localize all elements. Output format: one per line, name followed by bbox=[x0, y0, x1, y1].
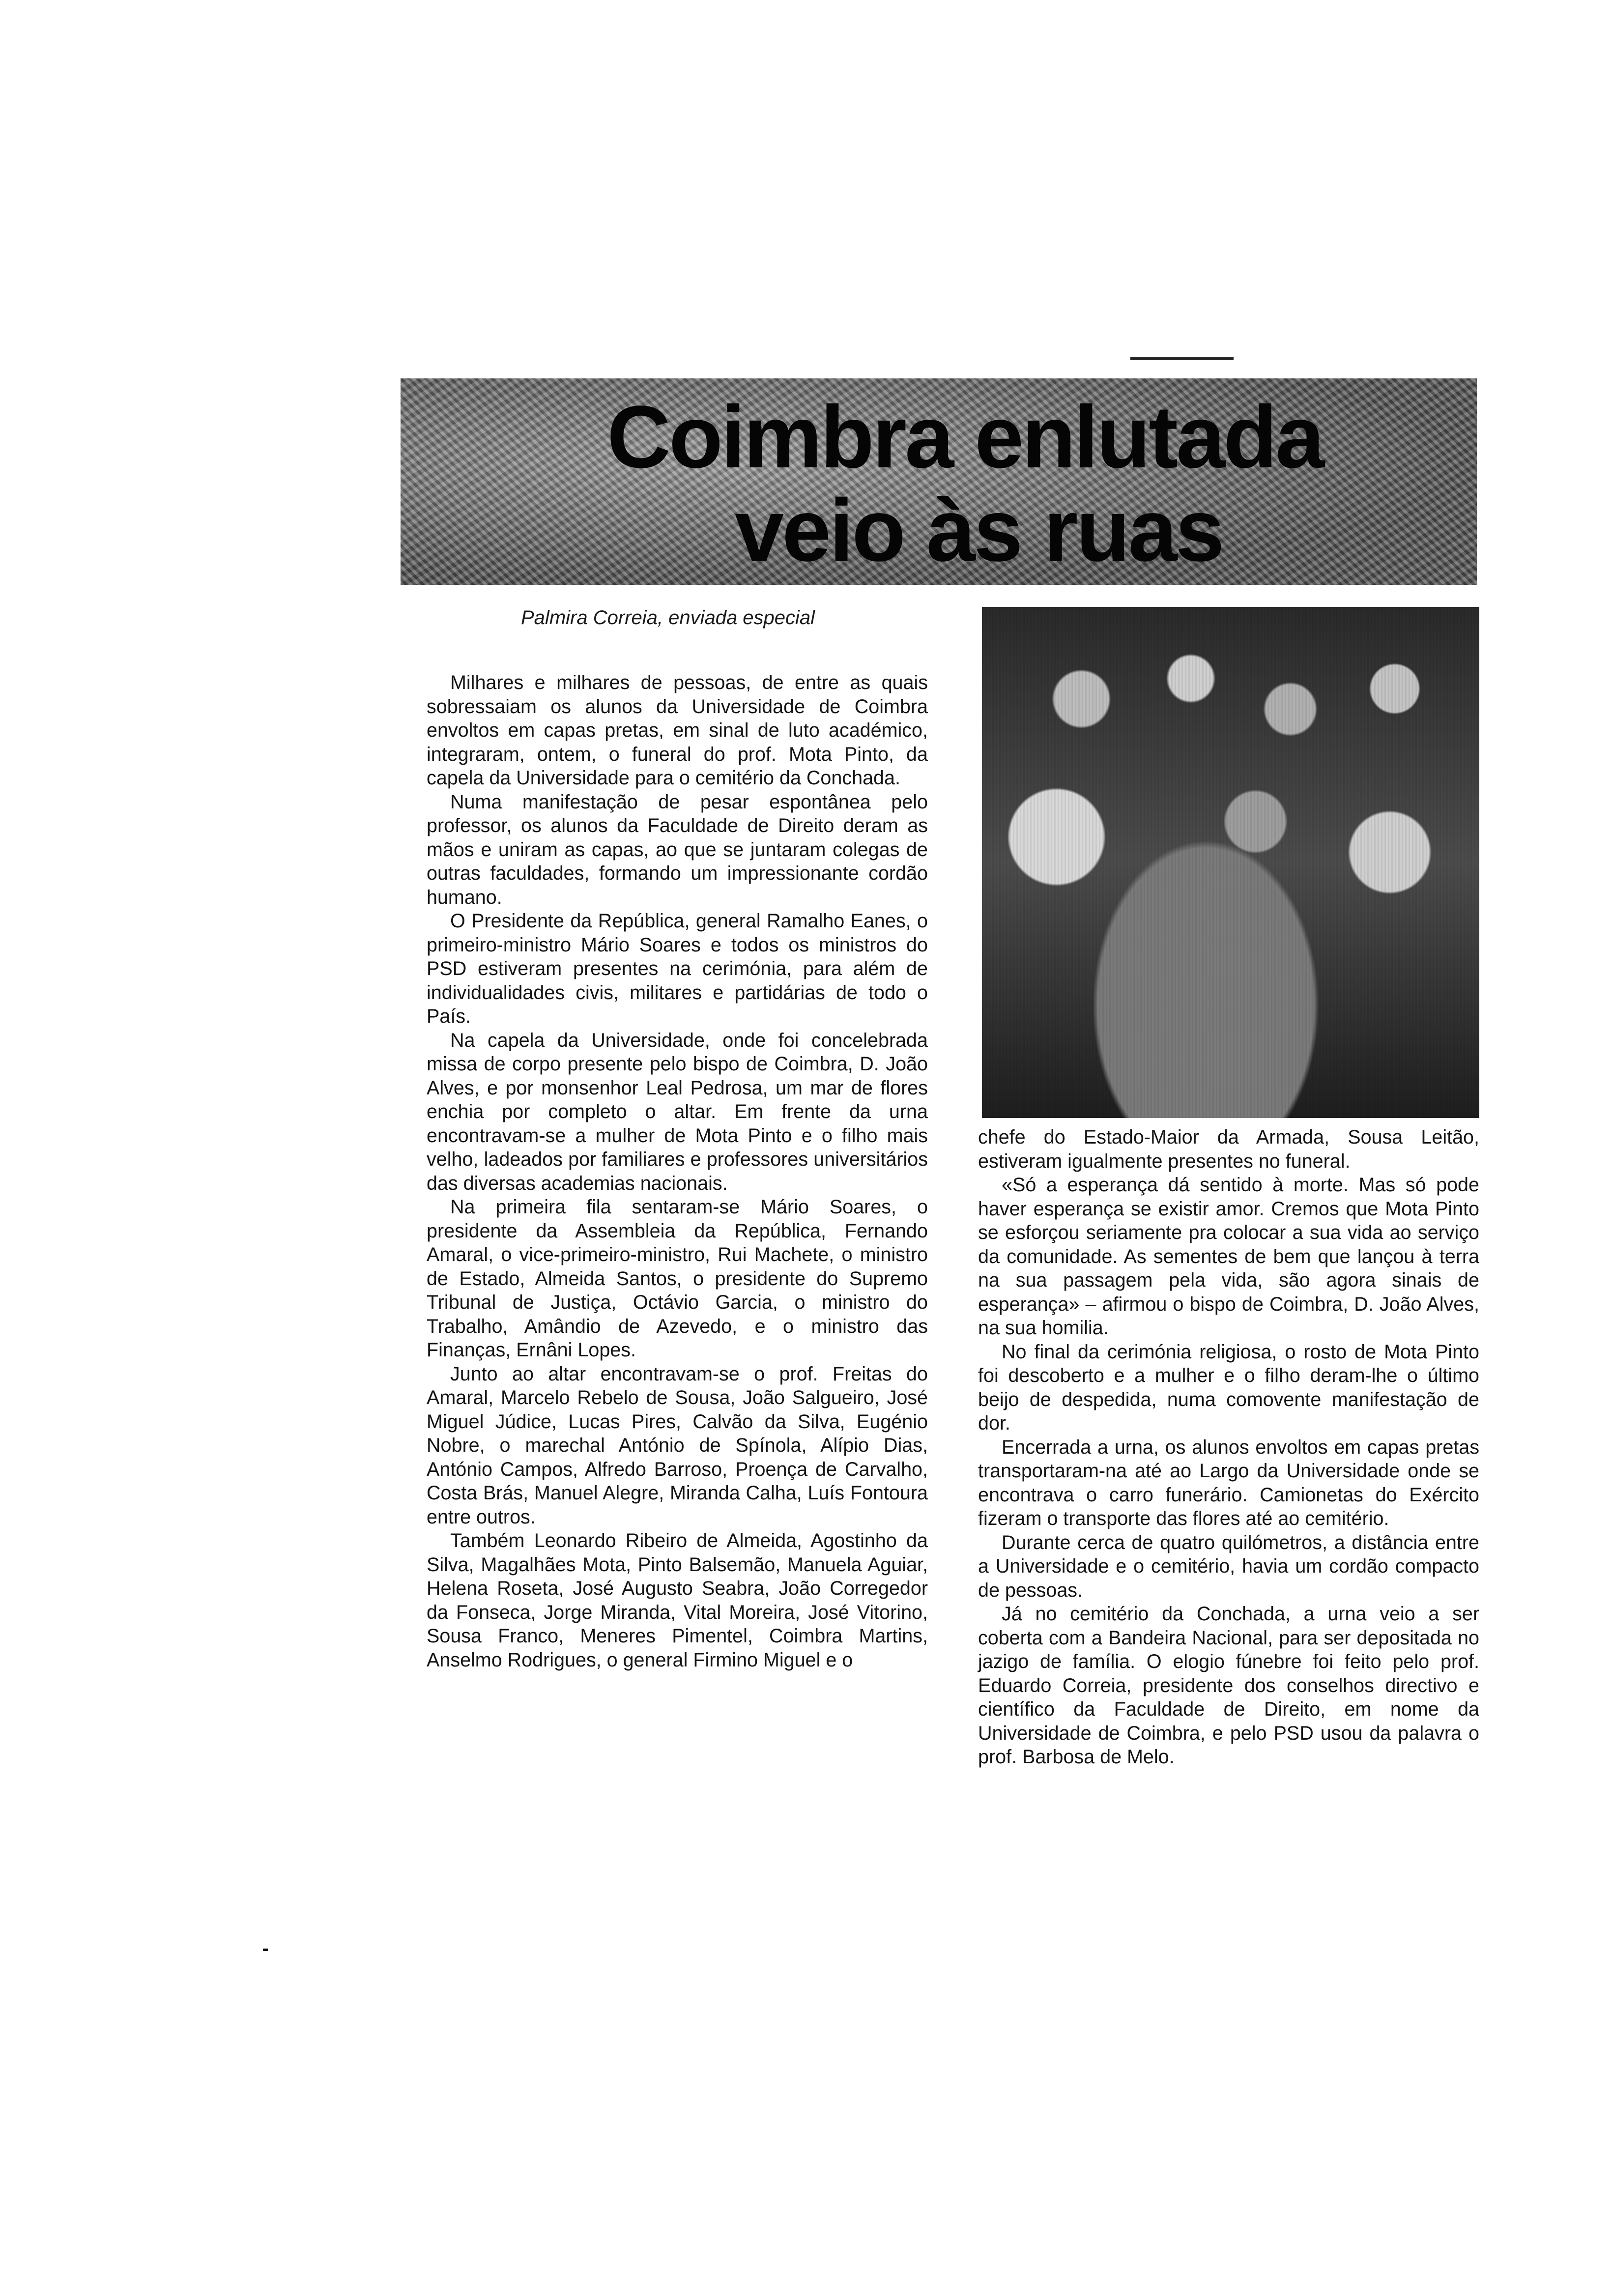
headline-line-2: veio às ruas bbox=[735, 481, 1223, 580]
scan-speck bbox=[263, 1949, 268, 1951]
paragraph: Junto ao altar encontravam-se o prof. Freitas do Amaral, Marcelo Rebelo de Sousa, João Salgueiro, José Miguel Júdice, Lucas Pires, Calvão da Silva, Eugénio Nobre, o marechal António de Spínola, Alípio Dias, António Campos, Alfredo Barroso, Proença de Carvalho, Costa Brás, Manuel Alegre, Miranda Calha, Luís Fontoura entre outros. bbox=[427, 1363, 928, 1528]
paragraph: Já no cemitério da Conchada, a urna veio a ser coberta com a Bandeira Nacional, para ser depositada no jazigo de família. O elogio fúnebre foi feito pelo prof. Eduardo Correia, presidente dos conselhos directivo e científico da Faculdade de Direito, em nome da Universidade de Coimbra, e pelo PSD usou da palavra o prof. Barbosa de Melo. bbox=[978, 1603, 1479, 1768]
crowd-photo bbox=[982, 607, 1479, 1118]
paragraph: Milhares e milhares de pessoas, de entre as quais sobressaiam os alunos da Universidade de Coimbra envoltos em capas pretas, em sinal de luto académico, integraram, ontem, o funeral do prof. Mota Pinto, da capela da Universidade para o cemitério da Conchada. bbox=[427, 672, 928, 789]
headline-line-1: Coimbra enlutada bbox=[607, 388, 1323, 487]
paragraph: Numa manifestação de pesar espontânea pelo professor, os alunos da Faculdade de Direito deram as mãos e uniram as capas, ao que se juntaram colegas de outras faculdades, formando um impressionante cordão humano. bbox=[427, 791, 928, 908]
paragraph: «Só a esperança dá sentido à morte. Mas só pode haver esperança se existir amor. Cremos que Mota Pinto se esforçou seriamente pra colocar a sua vida ao serviço da comunidade. As sementes de bem que lançou à terra na sua passagem pela vida, são agora sinais de esperança» – afirmou o bispo de Coimbra, D. João Alves, na sua homilia. bbox=[978, 1174, 1479, 1339]
headline-banner bbox=[401, 378, 1477, 585]
paragraph: Também Leonardo Ribeiro de Almeida, Agostinho da Silva, Magalhães Mota, Pinto Balsemão, Manuela Aguiar, Helena Roseta, José Augusto Seabra, João Corregedor da Fonseca, Jorge Miranda, Vital Moreira, José Vitorino, Sousa Franco, Meneres Pimentel, Coimbra Martins, Anselmo Rodrigues, o general Firmino Miguel e o bbox=[427, 1530, 928, 1671]
top-rule bbox=[1130, 357, 1234, 360]
paragraph: Durante cerca de quatro quilómetros, a distância entre a Universidade e o cemitério, havia um cordão compacto de pessoas. bbox=[978, 1531, 1479, 1601]
paragraph: Encerrada a urna, os alunos envoltos em capas pretas transportaram-na até ao Largo da Universidade onde se encontrava o carro funerário. Camionetas do Exército fizeram o transporte das flores até ao cemitério. bbox=[978, 1436, 1479, 1529]
paragraph: chefe do Estado-Maior da Armada, Sousa Leitão, estiveram igualmente presentes no funeral. bbox=[978, 1126, 1479, 1172]
left-column bbox=[427, 671, 928, 1672]
right-column bbox=[978, 1125, 1479, 1769]
paragraph: Na primeira fila sentaram-se Mário Soares, o presidente da Assembleia da República, Fernando Amaral, o vice-primeiro-ministro, Rui Machete, o ministro de Estado, Almeida Santos, o presidente do Supremo Tribunal de Justiça, Octávio Garcia, o ministro do Trabalho, Amândio de Azevedo, e o ministro das Finanças, Ernâni Lopes. bbox=[427, 1196, 928, 1361]
byline: Palmira Correia, enviada especial bbox=[521, 607, 815, 629]
paragraph: O Presidente da República, general Ramalho Eanes, o primeiro-ministro Mário Soares e todos os ministros do PSD estiveram presentes na cerimónia, para além de individualidades civis, militares e partidárias de todo o País. bbox=[427, 910, 928, 1027]
headline bbox=[607, 388, 1323, 580]
paragraph: Na capela da Universidade, onde foi concelebrada missa de corpo presente pelo bispo de Coimbra, D. João Alves, e por monsenhor Leal Pedrosa, um mar de flores enchia por completo o altar. Em frente da urna encontravam-se a mulher de Mota Pinto e o filho mais velho, ladeados por familiares e professores universitários das diversas academias nacionais. bbox=[427, 1029, 928, 1194]
paragraph: No final da cerimónia religiosa, o rosto de Mota Pinto foi descoberto e a mulher e o filho deram-lhe o último beijo de despedida, numa comovente manifestação de dor. bbox=[978, 1341, 1479, 1434]
